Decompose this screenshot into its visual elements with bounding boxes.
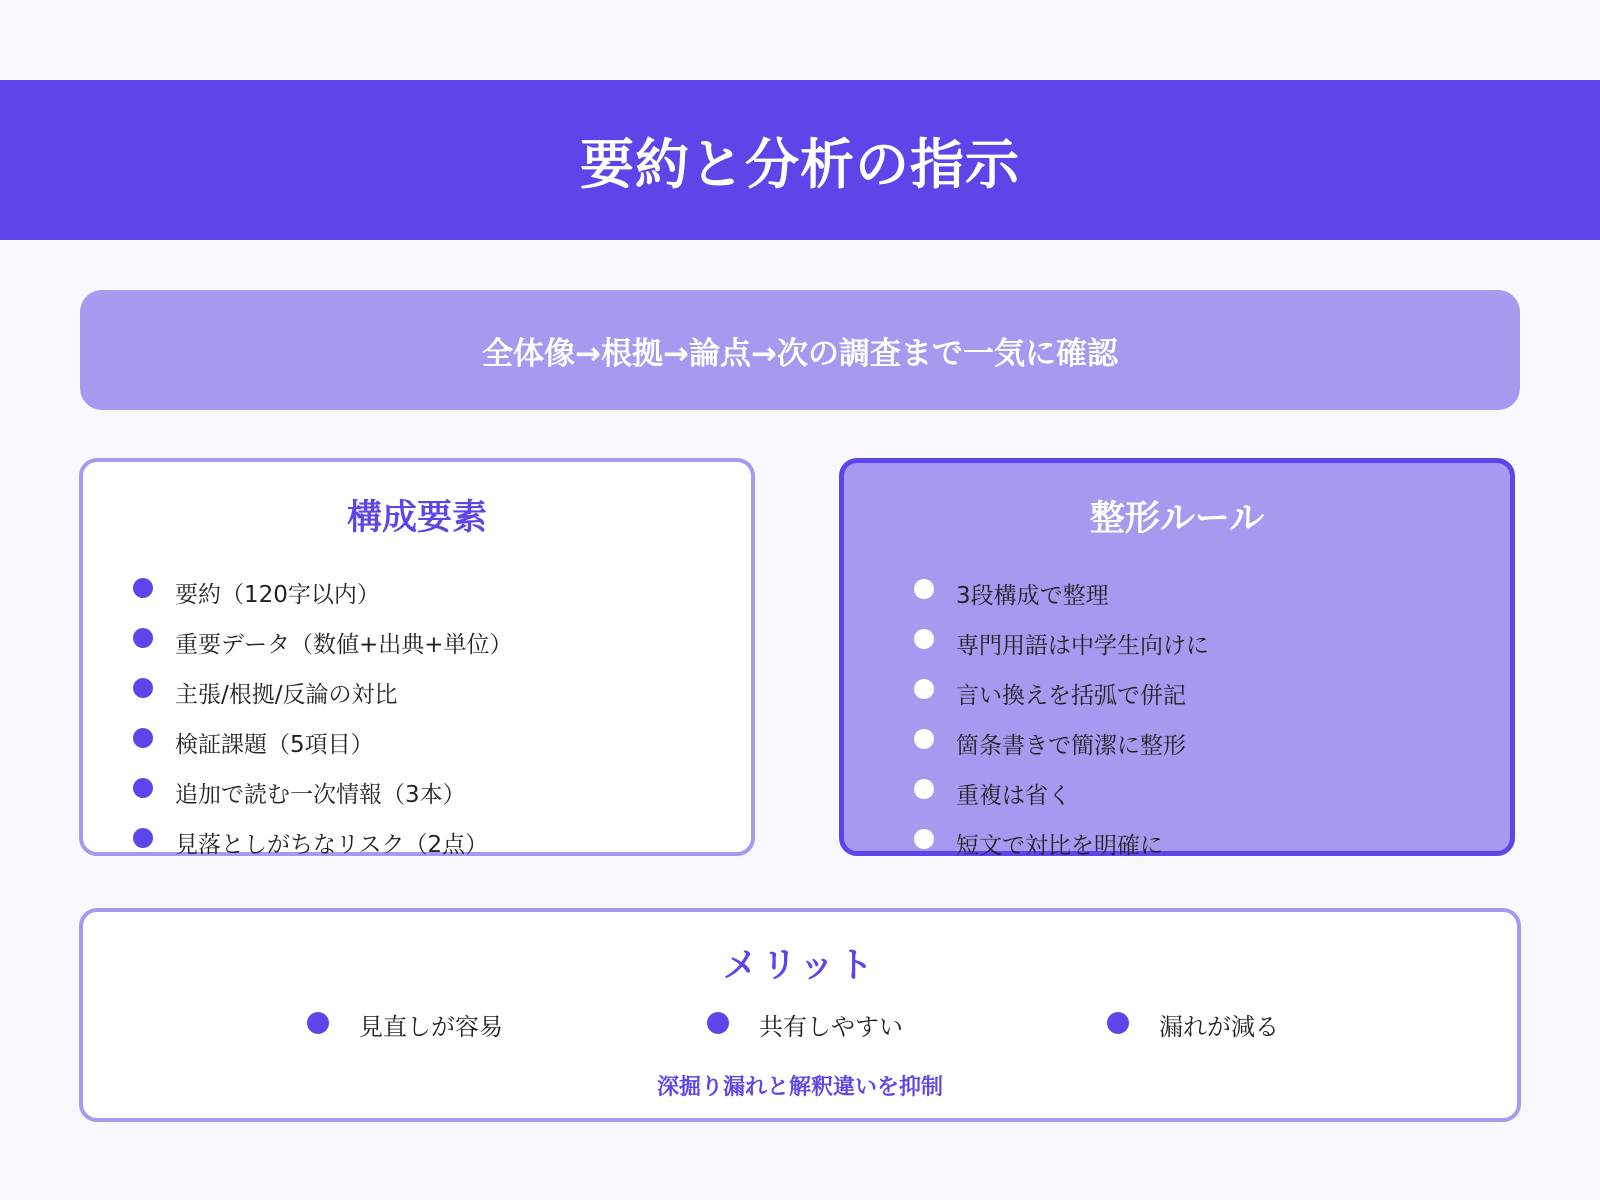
list-item-label: 専門用語は中学生向けに <box>956 632 1209 659</box>
list-item <box>914 668 1209 718</box>
page-title: 要約と分析の指示 <box>580 132 1020 196</box>
list-item-label: 短文で対比を明確に <box>956 832 1163 859</box>
merit-item-label: 漏れが減る <box>1159 1013 1279 1041</box>
list-item <box>133 717 513 767</box>
merit-item <box>307 1007 503 1042</box>
list-item <box>133 567 513 617</box>
bullet-dot-icon <box>1107 1012 1129 1034</box>
components-list <box>133 567 513 867</box>
list-item <box>914 718 1209 768</box>
merit-item <box>707 1007 903 1042</box>
list-item-label: 重複は省く <box>956 782 1071 809</box>
list-item-label: 重要データ（数値+出典+単位） <box>175 631 513 658</box>
rules-list <box>914 568 1209 868</box>
bullet-dot-icon <box>133 628 153 648</box>
bullet-dot-icon <box>133 728 153 748</box>
merit-item-label: 共有しやすい <box>759 1013 903 1041</box>
list-item-label: 3段構成で整理 <box>956 582 1109 609</box>
header-bar <box>0 80 1600 240</box>
list-item <box>914 818 1209 868</box>
list-item-label: 検証課題（5項目） <box>175 731 374 758</box>
bullet-dot-icon <box>133 678 153 698</box>
list-item-label: 要約（120字以内） <box>175 581 380 608</box>
bullet-dot-icon <box>914 679 934 699</box>
rules-title: 整形ルール <box>1089 499 1265 539</box>
bullet-dot-icon <box>914 829 934 849</box>
bullet-dot-icon <box>914 629 934 649</box>
rules-card <box>839 458 1515 859</box>
bullet-dot-icon <box>914 729 934 749</box>
bullet-dot-icon <box>707 1012 729 1034</box>
list-item <box>133 767 513 817</box>
list-item <box>914 618 1209 668</box>
list-item-label: 主張/根拠/反論の対比 <box>175 681 398 708</box>
components-title: 構成要素 <box>346 498 487 538</box>
list-item <box>914 768 1209 818</box>
merit-item <box>1107 1007 1279 1042</box>
merits-title: メリット <box>722 946 878 986</box>
summary-banner <box>80 290 1520 410</box>
bullet-dot-icon <box>914 579 934 599</box>
list-item <box>133 617 513 667</box>
bullet-dot-icon <box>133 828 153 848</box>
bullet-dot-icon <box>307 1012 329 1034</box>
bullet-dot-icon <box>133 578 153 598</box>
list-item-label: 追加で読む一次情報（3本） <box>175 781 466 808</box>
bullet-dot-icon <box>133 778 153 798</box>
bullet-dot-icon <box>914 779 934 799</box>
list-item <box>914 568 1209 618</box>
list-item <box>133 817 513 867</box>
merits-note: 深掘り漏れと解釈違いを抑制 <box>656 1075 943 1100</box>
components-card <box>79 458 755 856</box>
list-item-label: 見落としがちなリスク（2点） <box>175 831 489 858</box>
list-item <box>133 667 513 717</box>
merits-card <box>79 908 1521 1122</box>
list-item-label: 箇条書きで簡潔に整形 <box>956 732 1186 759</box>
list-item-label: 言い換えを括弧で併記 <box>956 682 1186 709</box>
merit-item-label: 見直しが容易 <box>359 1013 503 1041</box>
banner-text: 全体像→根拠→論点→次の調査まで一気に確認 <box>482 335 1118 372</box>
